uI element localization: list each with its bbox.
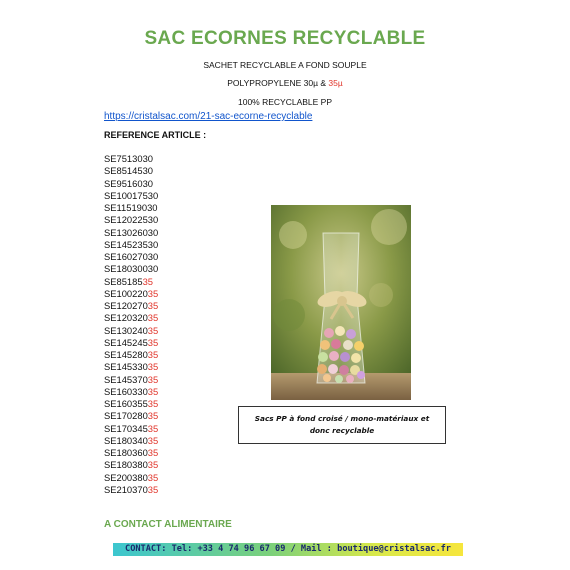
reference-code: SE180360 bbox=[104, 447, 148, 458]
reference-code: SE120320 bbox=[104, 312, 148, 324]
reference-item bbox=[104, 447, 158, 459]
reference-item bbox=[104, 288, 158, 300]
reference-suffix: 35 bbox=[147, 287, 159, 299]
reference-item bbox=[104, 374, 158, 386]
reference-item bbox=[104, 484, 158, 496]
reference-code: SE7513030 bbox=[104, 153, 154, 164]
reference-item bbox=[104, 276, 158, 288]
reference-code: SE18030030 bbox=[104, 263, 159, 275]
reference-item bbox=[104, 398, 158, 410]
reference-suffix: 35 bbox=[147, 361, 159, 373]
reference-code: SE14523530 bbox=[104, 238, 159, 250]
reference-code: SE160330 bbox=[104, 385, 148, 397]
reference-item bbox=[104, 165, 158, 177]
reference-suffix: 35 bbox=[147, 324, 159, 336]
reference-item bbox=[104, 202, 158, 214]
reference-suffix: 35 bbox=[142, 275, 154, 287]
reference-code: SE130240 bbox=[104, 324, 148, 336]
reference-code: SE200380 bbox=[104, 471, 148, 483]
image-caption bbox=[238, 406, 446, 444]
reference-code: SE11519030 bbox=[104, 202, 158, 213]
reference-item bbox=[104, 263, 158, 275]
reference-suffix: 35 bbox=[147, 471, 159, 483]
reference-code: SE180340 bbox=[104, 434, 148, 446]
page-title: SAC ECORNES RECYCLABLE bbox=[144, 28, 426, 49]
reference-item bbox=[104, 423, 158, 435]
subtitle-line-3: 100% RECYCLABLE PP bbox=[237, 97, 333, 107]
reference-suffix: 35 bbox=[147, 434, 159, 446]
contact-banner: CONTACT: Tel: +33 4 74 96 67 09 / Mail : boutique@cristalsac.fr bbox=[113, 543, 463, 556]
reference-item bbox=[104, 337, 158, 349]
reference-item bbox=[104, 227, 158, 239]
reference-code: SE16027030 bbox=[104, 251, 159, 262]
reference-code: SE160355 bbox=[104, 398, 148, 409]
subtitle-line-2-text: POLYPROPYLENE 30µ & bbox=[227, 78, 329, 88]
reference-code: SE145330 bbox=[104, 361, 148, 373]
subtitle-line-1: SACHET RECYCLABLE A FOND SOUPLE bbox=[203, 60, 367, 70]
reference-item bbox=[104, 153, 158, 165]
reference-item bbox=[104, 386, 158, 398]
reference-suffix: 35 bbox=[147, 459, 159, 471]
reference-code: SE85185 bbox=[104, 275, 143, 287]
reference-suffix: 35 bbox=[147, 312, 159, 324]
reference-suffix: 35 bbox=[147, 410, 159, 422]
reference-item bbox=[104, 361, 158, 373]
reference-heading: REFERENCE ARTICLE : bbox=[104, 130, 207, 140]
reference-item bbox=[104, 459, 158, 471]
subtitle-line-2-red: 35µ bbox=[328, 78, 343, 88]
reference-code: SE170345 bbox=[104, 422, 148, 434]
reference-code: SE145280 bbox=[104, 349, 148, 360]
reference-item bbox=[104, 239, 158, 251]
reference-item bbox=[104, 214, 158, 226]
reference-suffix: 35 bbox=[147, 447, 159, 458]
reference-code: SE12022530 bbox=[104, 214, 159, 226]
subtitle-line-2 bbox=[0, 78, 570, 88]
reference-code: SE170280 bbox=[104, 410, 148, 422]
reference-item bbox=[104, 300, 158, 312]
reference-code: SE9516030 bbox=[104, 177, 154, 189]
reference-suffix: 35 bbox=[147, 422, 159, 434]
reference-list bbox=[104, 153, 158, 496]
product-link[interactable]: https://cristalsac.com/21-sac-ecorne-recyclable bbox=[104, 111, 313, 122]
reference-code: SE210370 bbox=[104, 483, 148, 495]
food-contact-label: A CONTACT ALIMENTAIRE bbox=[104, 519, 232, 530]
reference-item bbox=[104, 178, 158, 190]
reference-suffix: 35 bbox=[147, 373, 159, 385]
reference-suffix: 35 bbox=[147, 483, 159, 495]
reference-code: SE13026030 bbox=[104, 226, 159, 238]
product-photo bbox=[271, 205, 411, 400]
reference-code: SE8514530 bbox=[104, 165, 154, 177]
reference-code: SE180380 bbox=[104, 459, 148, 471]
reference-item bbox=[104, 349, 158, 361]
reference-suffix: 35 bbox=[147, 300, 159, 311]
reference-item bbox=[104, 190, 158, 202]
reference-code: SE145245 bbox=[104, 336, 148, 348]
reference-item bbox=[104, 472, 158, 484]
reference-item bbox=[104, 410, 158, 422]
reference-item bbox=[104, 325, 158, 337]
caption-line-1: Sacs PP à fond croisé / mono-matériaux et bbox=[254, 414, 430, 423]
reference-item bbox=[104, 251, 158, 263]
reference-item bbox=[104, 435, 158, 447]
reference-code: SE100220 bbox=[104, 287, 148, 299]
reference-suffix: 35 bbox=[147, 398, 159, 409]
reference-code: SE145370 bbox=[104, 373, 148, 385]
candy-bag-image bbox=[271, 205, 411, 400]
caption-line-2: donc recyclable bbox=[309, 426, 375, 435]
reference-suffix: 35 bbox=[147, 336, 159, 348]
reference-suffix: 35 bbox=[147, 349, 159, 360]
reference-code: SE10017530 bbox=[104, 189, 159, 201]
reference-suffix: 35 bbox=[147, 385, 159, 397]
reference-item bbox=[104, 312, 158, 324]
reference-code: SE120270 bbox=[104, 300, 148, 311]
